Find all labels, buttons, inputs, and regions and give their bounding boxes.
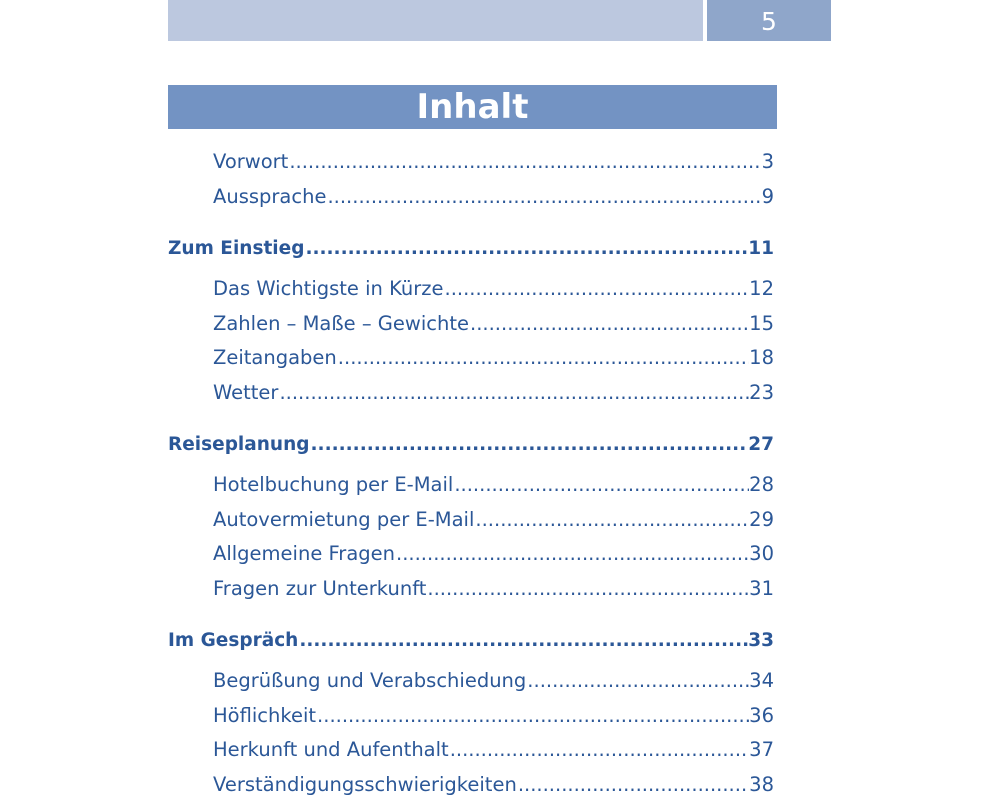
dot-leader: [517, 773, 749, 796]
dot-leader: [278, 381, 749, 404]
toc-entry-label: Aussprache: [213, 185, 327, 208]
toc-entry-label: Herkunft und Aufenthalt: [213, 738, 449, 761]
toc-entry-page: 37: [749, 738, 774, 761]
dot-leader: [449, 738, 749, 761]
toc-entry-wetter[interactable]: [213, 381, 774, 404]
toc-entry-label: Höflichkeit: [213, 704, 317, 727]
toc-entry-page: 38: [749, 773, 774, 796]
toc-entry-label: Allgemeine Fragen: [213, 542, 396, 565]
dot-leader: [326, 185, 761, 208]
page-number: 5: [707, 0, 831, 41]
dot-leader: [395, 542, 749, 565]
toc-section-page: 33: [748, 630, 774, 651]
dot-leader: [469, 312, 749, 335]
toc-entry-page: 23: [749, 381, 774, 404]
toc-entry-label: Hotelbuchung per E-Mail: [213, 473, 454, 496]
toc-entry-label: Verständigungsschwierigkeiten: [213, 773, 517, 796]
toc-entry-hotelbuchung[interactable]: [213, 473, 774, 496]
toc-entry-vorwort[interactable]: [213, 150, 774, 173]
dot-leader: [444, 277, 750, 300]
dot-leader: [298, 630, 748, 651]
toc-entry-verstaendigung[interactable]: [213, 773, 774, 796]
toc-entry-unterkunft[interactable]: [213, 577, 774, 600]
dot-leader: [453, 473, 749, 496]
toc-section-page: 11: [748, 238, 774, 259]
toc-entry-autovermietung[interactable]: [213, 508, 774, 531]
toc-entry-label: Vorwort: [213, 150, 289, 173]
toc-section-page: 27: [748, 434, 774, 455]
toc-entry-fragen[interactable]: [213, 542, 774, 565]
toc-entry-zeitangaben[interactable]: [213, 346, 774, 369]
dot-leader: [316, 704, 749, 727]
toc-entry-page: 18: [749, 346, 774, 369]
toc-entry-hoeflichkeit[interactable]: [213, 704, 774, 727]
toc-section-label: Reiseplanung: [168, 434, 310, 455]
toc-section-label: Im Gespräch: [168, 630, 299, 651]
toc-section-gespraech[interactable]: [168, 630, 774, 651]
dot-leader: [304, 238, 748, 259]
toc-entry-label: Wetter: [213, 381, 279, 404]
toc-entry-begruessung[interactable]: [213, 669, 774, 692]
toc-entry-page: 3: [761, 150, 774, 173]
toc-entry-label: Zahlen – Maße – Gewichte: [213, 312, 469, 335]
toc-entry-page: 36: [749, 704, 774, 727]
toc-entry-page: 31: [749, 577, 774, 600]
toc-entry-page: 28: [749, 473, 774, 496]
toc-entry-wichtigste[interactable]: [213, 277, 774, 300]
dot-leader: [310, 434, 749, 455]
toc-entry-herkunft[interactable]: [213, 738, 774, 761]
toc-entry-aussprache[interactable]: [213, 185, 774, 208]
toc-entry-page: 34: [749, 669, 774, 692]
dot-leader: [288, 150, 761, 173]
toc-entry-label: Begrüßung und Verabschiedung: [213, 669, 527, 692]
toc-entry-label: Autovermietung per E-Mail: [213, 508, 475, 531]
dot-leader: [526, 669, 749, 692]
dot-leader: [337, 346, 749, 369]
dot-leader: [426, 577, 749, 600]
toc-entry-label: Zeitangaben: [213, 346, 337, 369]
toc-entry-page: 29: [749, 508, 774, 531]
toc-entry-zahlen[interactable]: [213, 312, 774, 335]
toc-entry-page: 12: [749, 277, 774, 300]
toc-section-einstieg[interactable]: [168, 238, 774, 259]
toc-entry-page: 30: [749, 542, 774, 565]
dot-leader: [474, 508, 749, 531]
toc-section-label: Zum Einstieg: [168, 238, 305, 259]
toc-entry-label: Das Wichtigste in Kürze: [213, 277, 444, 300]
toc-section-reiseplanung[interactable]: [168, 434, 774, 455]
toc-entry-page: 15: [749, 312, 774, 335]
toc-entry-page: 9: [761, 185, 774, 208]
page-title: Inhalt: [168, 85, 777, 129]
toc-entry-label: Fragen zur Unterkunft: [213, 577, 427, 600]
